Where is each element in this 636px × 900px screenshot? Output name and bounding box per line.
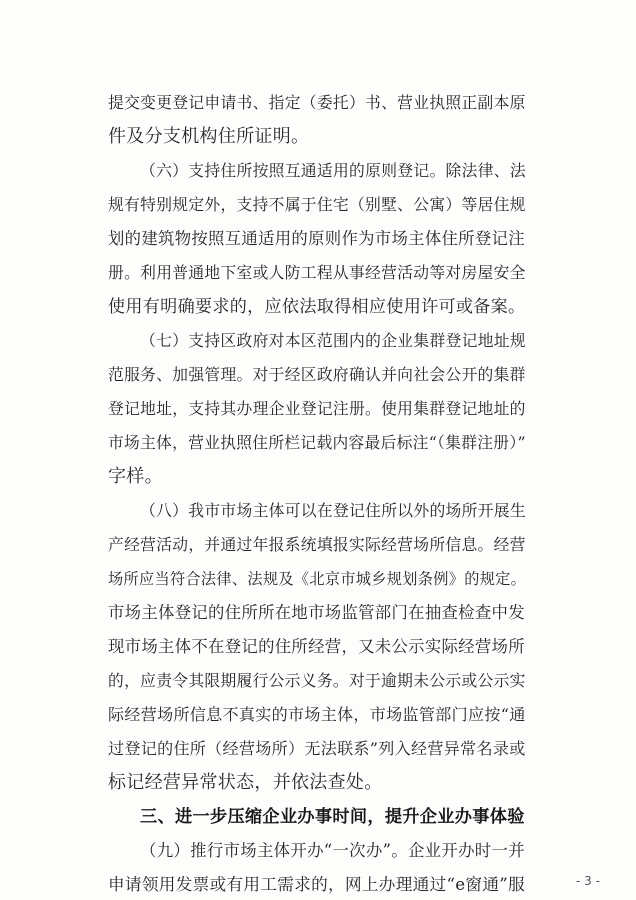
section-heading: 三、进一步压缩企业办事时间，提升企业办事体验 <box>140 807 525 827</box>
text-line: 的，应责令其限期履行公示义务。对于逾期未公示或公示实 <box>108 671 526 690</box>
text-line: 范服务、加强管理。对于经区政府确认并向社会公开的集群 <box>108 365 526 384</box>
text-line: 市场主体，营业执照住所栏记载内容最后标注“（集群注册）” <box>108 433 526 452</box>
text-line: 登记地址，支持其办理企业登记注册。使用集群登记地址的 <box>108 399 526 418</box>
text-line: （六）支持住所按照互通适用的原则登记。除法律、法 <box>140 161 526 180</box>
text-line: 场所应当符合法律、法规及《北京市城乡规划条例》的规定。 <box>108 570 527 588</box>
text-line: 字样。 <box>108 466 163 487</box>
text-line: 现市场主体不在登记的住所经营，又未公示实际经营场所 <box>108 637 525 656</box>
text-line: 规有特别规定外，支持不属于住宅（别墅、公寓）等居住规 <box>108 195 526 214</box>
text-line: （八）我市市场主体可以在登记住所以外的场所开展生 <box>140 501 526 520</box>
text-line: 市场主体登记的住所所在地市场监管部门在抽查检查中发 <box>108 603 525 622</box>
text-line: 划的建筑物按照互通适用的原则作为市场主体住所登记注 <box>108 229 525 248</box>
text-line: 际经营场所信息不真实的市场主体，市场监管部门应按“通 <box>108 705 526 724</box>
text-line: 产经营活动，并通过年报系统填报实际经营场所信息。经营 <box>108 535 526 554</box>
text-line: 过登记的住所（经营场所）无法联系”列入经营异常名录或 <box>108 739 526 758</box>
text-line: （七）支持区政府对本区范围内的企业集群登记地址规 <box>140 331 526 350</box>
text-line: 标记经营异常状态，并依法查处。 <box>108 772 383 793</box>
text-line: 使用有明确要求的，应依法取得相应使用许可或备案。 <box>108 297 526 317</box>
text-line: 册。利用普通地下室或人防工程从事经营活动等对房屋安全 <box>108 263 526 282</box>
text-line: 申请领用发票或有用工需求的，网上办理通过“e窗通”服 <box>108 875 526 894</box>
page-number: - 3 - <box>576 874 600 888</box>
text-line: 提交变更登记申请书、指定（委托）书、营业执照正副本原 <box>108 93 526 112</box>
text-line: 件及分支机构住所证明。 <box>108 126 310 147</box>
text-line: （九）推行市场主体开办“一次办”。企业开办时一并 <box>140 841 525 860</box>
